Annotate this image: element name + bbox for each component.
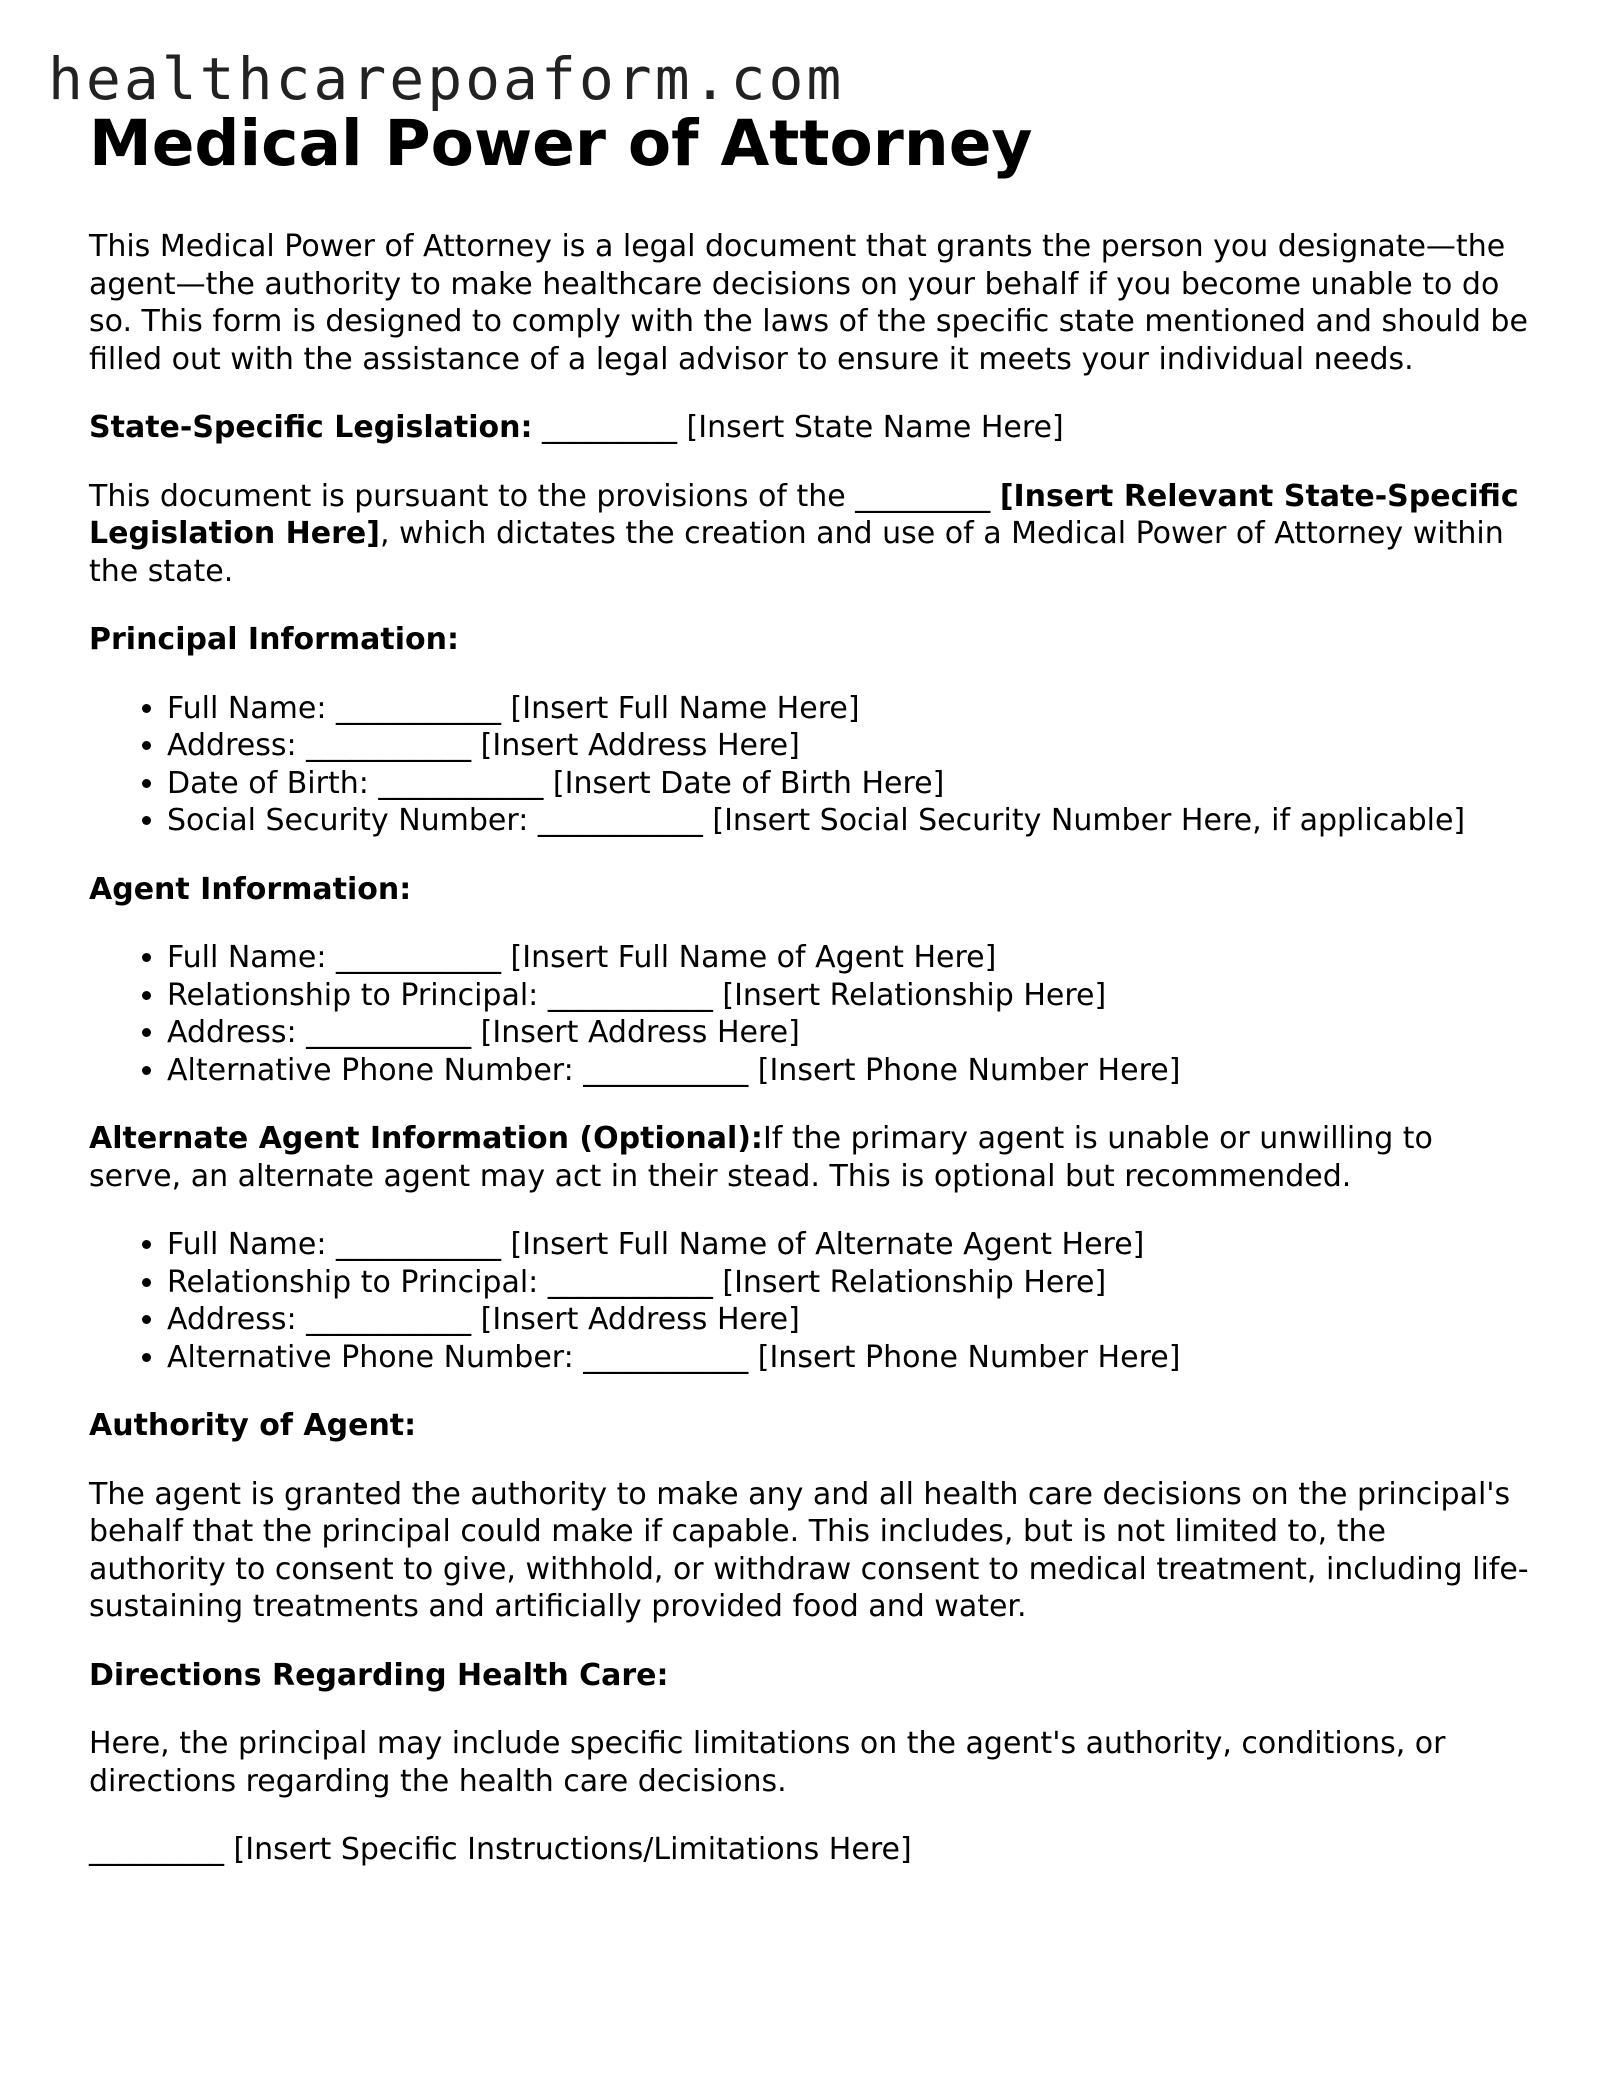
agent-heading-text: Agent Information: xyxy=(89,871,412,907)
list-item: • Address: ___________ [Insert Address Here] xyxy=(167,727,1529,765)
directions-heading-text: Directions Regarding Health Care: xyxy=(89,1657,669,1693)
authority-paragraph: The agent is granted the authority to make any and all health care decisions on the principal's behalf that the principal could make if capable. This includes, but is not limited to, the authority to consent to give, withhold, or withdraw consent to medical treatment, including life-sustaining treatments and artificially provided food and water. xyxy=(89,1476,1529,1624)
site-watermark: healthcarepoaform.com xyxy=(48,45,845,113)
pursuant-legislation: [Insert Relevant State-Specific Legislation Here] xyxy=(89,478,1519,551)
state-legislation-label: State-Specific Legislation: xyxy=(89,410,533,445)
authority-heading-text: Authority of Agent: xyxy=(89,1408,417,1443)
pursuant-before: This document is pursuant to the provisions of the _________ xyxy=(89,478,1000,514)
alternate-agent-list xyxy=(89,1226,1529,1376)
list-item: • Address: ___________ [Insert Address Here] xyxy=(167,1301,1529,1339)
state-legislation-field: _________ [Insert State Name Here] xyxy=(532,410,1064,445)
list-item: • Alternative Phone Number: ___________ [Insert Phone Number Here] xyxy=(167,1339,1529,1377)
authority-heading xyxy=(89,1407,1529,1445)
principal-list xyxy=(89,690,1529,840)
alternate-agent-text: If the primary agent is unable or unwilling to serve, an alternate agent may act in their stead. This is optional but recommended. xyxy=(89,1121,1433,1194)
document-body xyxy=(89,228,1529,1900)
list-item: • Full Name: ___________ [Insert Full Name of Agent Here] xyxy=(167,939,1529,977)
agent-heading xyxy=(89,871,1529,909)
directions-heading xyxy=(89,1657,1529,1695)
pursuant-paragraph xyxy=(89,478,1529,591)
list-item: • Relationship to Principal: ___________ [Insert Relationship Here] xyxy=(167,1264,1529,1302)
principal-heading-text: Principal Information: xyxy=(89,622,460,657)
principal-heading xyxy=(89,621,1529,659)
list-item: • Date of Birth: ___________ [Insert Date of Birth Here] xyxy=(167,765,1529,803)
state-legislation-line xyxy=(89,409,1529,447)
list-item: • Social Security Number: ___________ [Insert Social Security Number Here, if applicable] xyxy=(167,802,1529,840)
agent-list xyxy=(89,939,1529,1089)
instructions-field: _________ [Insert Specific Instructions/Limitations Here] xyxy=(89,1832,912,1867)
page-title: Medical Power of Attorney xyxy=(89,107,1033,180)
list-item: • Relationship to Principal: ___________ [Insert Relationship Here] xyxy=(167,977,1529,1015)
intro-paragraph: This Medical Power of Attorney is a legal document that grants the person you designate—the agent—the authority to make healthcare decisions on your behalf if you become unable to do so. This form is designed to comply with the laws of the specific state mentioned and should be filled out with the assistance of a legal advisor to ensure it meets your individual needs. xyxy=(89,229,1528,377)
alternate-agent-paragraph xyxy=(89,1120,1529,1195)
alternate-agent-heading: Alternate Agent Information (Optional): xyxy=(89,1121,763,1156)
list-item: • Address: ___________ [Insert Address Here] xyxy=(167,1014,1529,1052)
list-item: • Full Name: ___________ [Insert Full Name of Alternate Agent Here] xyxy=(167,1226,1529,1264)
directions-paragraph: Here, the principal may include specific limitations on the agent's authority, conditions, or directions regarding the health care decisions. xyxy=(89,1726,1446,1799)
pursuant-after: , which dictates the creation and use of a Medical Power of Attorney within the state. xyxy=(89,516,1504,589)
list-item: • Alternative Phone Number: ___________ [Insert Phone Number Here] xyxy=(167,1052,1529,1090)
list-item: • Full Name: ___________ [Insert Full Name Here] xyxy=(167,690,1529,728)
